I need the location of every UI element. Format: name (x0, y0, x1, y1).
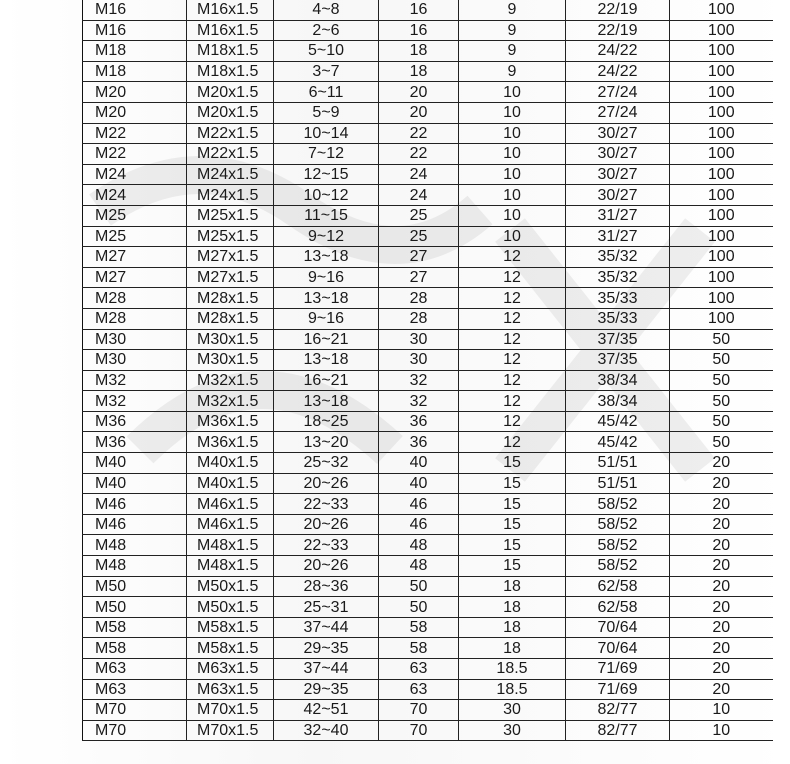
qty-cell: 100 (670, 205, 773, 226)
hex-cell: 22/19 (566, 0, 670, 20)
length-cell: 12 (459, 308, 566, 329)
hex-cell: 31/27 (566, 205, 670, 226)
size-cell: 22 (379, 144, 459, 165)
hex-cell: 58/52 (566, 514, 670, 535)
thread-cell: M58x1.5 (187, 617, 274, 638)
model-cell: M18 (83, 61, 187, 82)
qty-cell: 50 (670, 370, 773, 391)
thread-cell: M22x1.5 (187, 123, 274, 144)
size-cell: 70 (379, 700, 459, 721)
length-cell: 18.5 (459, 679, 566, 700)
qty-cell: 20 (670, 453, 773, 474)
thread-cell: M50x1.5 (187, 597, 274, 618)
length-cell: 9 (459, 0, 566, 20)
length-cell: 12 (459, 288, 566, 309)
table-row (83, 411, 773, 432)
range-cell: 37~44 (274, 617, 379, 638)
size-cell: 46 (379, 514, 459, 535)
table-row (83, 679, 773, 700)
hex-cell: 38/34 (566, 391, 670, 412)
range-cell: 12~15 (274, 164, 379, 185)
hex-cell: 31/27 (566, 226, 670, 247)
range-cell: 9~12 (274, 226, 379, 247)
range-cell: 9~16 (274, 308, 379, 329)
table-row (83, 535, 773, 556)
length-cell: 12 (459, 329, 566, 350)
hex-cell: 62/58 (566, 597, 670, 618)
size-cell: 32 (379, 391, 459, 412)
length-cell: 10 (459, 82, 566, 103)
table-row (83, 473, 773, 494)
length-cell: 15 (459, 535, 566, 556)
range-cell: 13~18 (274, 350, 379, 371)
model-cell: M58 (83, 617, 187, 638)
qty-cell: 50 (670, 329, 773, 350)
hex-cell: 30/27 (566, 144, 670, 165)
size-cell: 16 (379, 0, 459, 20)
qty-cell: 100 (670, 185, 773, 206)
range-cell: 25~32 (274, 453, 379, 474)
hex-cell: 30/27 (566, 123, 670, 144)
qty-cell: 100 (670, 41, 773, 62)
size-cell: 18 (379, 41, 459, 62)
model-cell: M63 (83, 679, 187, 700)
thread-cell: M36x1.5 (187, 432, 274, 453)
length-cell: 12 (459, 267, 566, 288)
length-cell: 18 (459, 638, 566, 659)
length-cell: 10 (459, 102, 566, 123)
size-cell: 63 (379, 659, 459, 680)
model-cell: M25 (83, 226, 187, 247)
length-cell: 12 (459, 391, 566, 412)
hex-cell: 82/77 (566, 720, 670, 741)
table-row (83, 144, 773, 165)
model-cell: M30 (83, 350, 187, 371)
thread-cell: M16x1.5 (187, 0, 274, 20)
hex-cell: 30/27 (566, 185, 670, 206)
thread-cell: M63x1.5 (187, 659, 274, 680)
table-body (83, 0, 773, 741)
model-cell: M58 (83, 638, 187, 659)
model-cell: M32 (83, 391, 187, 412)
hex-cell: 37/35 (566, 329, 670, 350)
hex-cell: 51/51 (566, 453, 670, 474)
model-cell: M28 (83, 308, 187, 329)
length-cell: 18.5 (459, 659, 566, 680)
qty-cell: 20 (670, 535, 773, 556)
hex-cell: 35/32 (566, 247, 670, 268)
hex-cell: 70/64 (566, 638, 670, 659)
table-row (83, 391, 773, 412)
table-row (83, 350, 773, 371)
size-cell: 50 (379, 576, 459, 597)
qty-cell: 100 (670, 102, 773, 123)
range-cell: 10~14 (274, 123, 379, 144)
size-cell: 48 (379, 556, 459, 577)
model-cell: M18 (83, 41, 187, 62)
size-cell: 40 (379, 473, 459, 494)
size-cell: 27 (379, 247, 459, 268)
size-cell: 24 (379, 164, 459, 185)
qty-cell: 20 (670, 617, 773, 638)
length-cell: 10 (459, 144, 566, 165)
thread-cell: M50x1.5 (187, 576, 274, 597)
qty-cell: 20 (670, 638, 773, 659)
hex-cell: 35/32 (566, 267, 670, 288)
thread-cell: M25x1.5 (187, 226, 274, 247)
model-cell: M25 (83, 205, 187, 226)
hex-cell: 27/24 (566, 102, 670, 123)
table-row (83, 185, 773, 206)
size-cell: 20 (379, 102, 459, 123)
spec-table (82, 0, 773, 741)
qty-cell: 50 (670, 391, 773, 412)
table-row (83, 61, 773, 82)
thread-cell: M22x1.5 (187, 144, 274, 165)
model-cell: M46 (83, 514, 187, 535)
model-cell: M36 (83, 432, 187, 453)
size-cell: 58 (379, 617, 459, 638)
length-cell: 10 (459, 226, 566, 247)
hex-cell: 35/33 (566, 288, 670, 309)
thread-cell: M18x1.5 (187, 41, 274, 62)
range-cell: 10~12 (274, 185, 379, 206)
thread-cell: M46x1.5 (187, 494, 274, 515)
hex-cell: 24/22 (566, 61, 670, 82)
range-cell: 13~18 (274, 247, 379, 268)
size-cell: 28 (379, 288, 459, 309)
thread-cell: M32x1.5 (187, 391, 274, 412)
size-cell: 16 (379, 20, 459, 41)
table-row (83, 102, 773, 123)
size-cell: 32 (379, 370, 459, 391)
table-row (83, 82, 773, 103)
thread-cell: M24x1.5 (187, 164, 274, 185)
hex-cell: 45/42 (566, 411, 670, 432)
thread-cell: M20x1.5 (187, 82, 274, 103)
table-row (83, 308, 773, 329)
qty-cell: 100 (670, 61, 773, 82)
thread-cell: M27x1.5 (187, 247, 274, 268)
hex-cell: 71/69 (566, 679, 670, 700)
thread-cell: M36x1.5 (187, 411, 274, 432)
hex-cell: 27/24 (566, 82, 670, 103)
table-row (83, 659, 773, 680)
model-cell: M46 (83, 494, 187, 515)
size-cell: 18 (379, 61, 459, 82)
model-cell: M50 (83, 576, 187, 597)
range-cell: 13~18 (274, 391, 379, 412)
hex-cell: 45/42 (566, 432, 670, 453)
length-cell: 9 (459, 41, 566, 62)
model-cell: M40 (83, 453, 187, 474)
qty-cell: 100 (670, 123, 773, 144)
table-row (83, 638, 773, 659)
table-row (83, 556, 773, 577)
model-cell: M40 (83, 473, 187, 494)
model-cell: M16 (83, 20, 187, 41)
thread-cell: M30x1.5 (187, 329, 274, 350)
range-cell: 3~7 (274, 61, 379, 82)
thread-cell: M25x1.5 (187, 205, 274, 226)
hex-cell: 35/33 (566, 308, 670, 329)
qty-cell: 50 (670, 432, 773, 453)
qty-cell: 20 (670, 514, 773, 535)
qty-cell: 100 (670, 267, 773, 288)
range-cell: 22~33 (274, 494, 379, 515)
range-cell: 5~10 (274, 41, 379, 62)
thread-cell: M28x1.5 (187, 308, 274, 329)
thread-cell: M28x1.5 (187, 288, 274, 309)
table-row (83, 700, 773, 721)
size-cell: 30 (379, 329, 459, 350)
length-cell: 18 (459, 597, 566, 618)
thread-cell: M63x1.5 (187, 679, 274, 700)
range-cell: 29~35 (274, 679, 379, 700)
size-cell: 27 (379, 267, 459, 288)
size-cell: 63 (379, 679, 459, 700)
thread-cell: M20x1.5 (187, 102, 274, 123)
length-cell: 9 (459, 61, 566, 82)
table-row (83, 720, 773, 741)
thread-cell: M40x1.5 (187, 473, 274, 494)
length-cell: 18 (459, 617, 566, 638)
model-cell: M16 (83, 0, 187, 20)
range-cell: 7~12 (274, 144, 379, 165)
hex-cell: 58/52 (566, 494, 670, 515)
thread-cell: M16x1.5 (187, 20, 274, 41)
hex-cell: 70/64 (566, 617, 670, 638)
hex-cell: 24/22 (566, 41, 670, 62)
qty-cell: 20 (670, 679, 773, 700)
range-cell: 20~26 (274, 514, 379, 535)
length-cell: 30 (459, 720, 566, 741)
qty-cell: 100 (670, 288, 773, 309)
model-cell: M32 (83, 370, 187, 391)
size-cell: 25 (379, 205, 459, 226)
model-cell: M20 (83, 82, 187, 103)
qty-cell: 100 (670, 144, 773, 165)
size-cell: 50 (379, 597, 459, 618)
table-row (83, 123, 773, 144)
size-cell: 36 (379, 411, 459, 432)
length-cell: 10 (459, 185, 566, 206)
thread-cell: M48x1.5 (187, 535, 274, 556)
length-cell: 15 (459, 556, 566, 577)
length-cell: 12 (459, 370, 566, 391)
table-row (83, 576, 773, 597)
qty-cell: 100 (670, 20, 773, 41)
length-cell: 15 (459, 473, 566, 494)
range-cell: 16~21 (274, 370, 379, 391)
size-cell: 70 (379, 720, 459, 741)
table-row (83, 164, 773, 185)
model-cell: M22 (83, 144, 187, 165)
model-cell: M48 (83, 535, 187, 556)
table-row (83, 597, 773, 618)
model-cell: M22 (83, 123, 187, 144)
model-cell: M63 (83, 659, 187, 680)
table-row (83, 20, 773, 41)
model-cell: M36 (83, 411, 187, 432)
range-cell: 16~21 (274, 329, 379, 350)
length-cell: 18 (459, 576, 566, 597)
range-cell: 20~26 (274, 473, 379, 494)
table-row (83, 226, 773, 247)
size-cell: 40 (379, 453, 459, 474)
qty-cell: 100 (670, 0, 773, 20)
table-row (83, 494, 773, 515)
model-cell: M27 (83, 247, 187, 268)
hex-cell: 58/52 (566, 535, 670, 556)
model-cell: M28 (83, 288, 187, 309)
range-cell: 25~31 (274, 597, 379, 618)
length-cell: 9 (459, 20, 566, 41)
range-cell: 22~33 (274, 535, 379, 556)
table-row (83, 370, 773, 391)
thread-cell: M48x1.5 (187, 556, 274, 577)
model-cell: M24 (83, 164, 187, 185)
model-cell: M20 (83, 102, 187, 123)
qty-cell: 20 (670, 659, 773, 680)
qty-cell: 50 (670, 411, 773, 432)
table-row (83, 514, 773, 535)
table-row (83, 432, 773, 453)
table-row (83, 267, 773, 288)
hex-cell: 51/51 (566, 473, 670, 494)
hex-cell: 71/69 (566, 659, 670, 680)
thread-cell: M70x1.5 (187, 700, 274, 721)
range-cell: 18~25 (274, 411, 379, 432)
table-row (83, 453, 773, 474)
length-cell: 12 (459, 432, 566, 453)
model-cell: M48 (83, 556, 187, 577)
qty-cell: 10 (670, 720, 773, 741)
length-cell: 15 (459, 453, 566, 474)
qty-cell: 20 (670, 494, 773, 515)
qty-cell: 100 (670, 82, 773, 103)
length-cell: 15 (459, 494, 566, 515)
hex-cell: 38/34 (566, 370, 670, 391)
length-cell: 10 (459, 164, 566, 185)
size-cell: 22 (379, 123, 459, 144)
qty-cell: 100 (670, 226, 773, 247)
size-cell: 46 (379, 494, 459, 515)
range-cell: 29~35 (274, 638, 379, 659)
hex-cell: 82/77 (566, 700, 670, 721)
range-cell: 37~44 (274, 659, 379, 680)
table-row (83, 0, 773, 20)
thread-cell: M70x1.5 (187, 720, 274, 741)
model-cell: M50 (83, 597, 187, 618)
thread-cell: M18x1.5 (187, 61, 274, 82)
range-cell: 13~20 (274, 432, 379, 453)
range-cell: 4~8 (274, 0, 379, 20)
table-row (83, 617, 773, 638)
length-cell: 12 (459, 247, 566, 268)
range-cell: 32~40 (274, 720, 379, 741)
range-cell: 42~51 (274, 700, 379, 721)
thread-cell: M24x1.5 (187, 185, 274, 206)
table-row (83, 205, 773, 226)
hex-cell: 62/58 (566, 576, 670, 597)
range-cell: 11~15 (274, 205, 379, 226)
length-cell: 12 (459, 411, 566, 432)
range-cell: 13~18 (274, 288, 379, 309)
range-cell: 9~16 (274, 267, 379, 288)
size-cell: 25 (379, 226, 459, 247)
size-cell: 24 (379, 185, 459, 206)
table-row (83, 247, 773, 268)
qty-cell: 100 (670, 247, 773, 268)
hex-cell: 37/35 (566, 350, 670, 371)
size-cell: 48 (379, 535, 459, 556)
qty-cell: 20 (670, 473, 773, 494)
qty-cell: 100 (670, 164, 773, 185)
range-cell: 6~11 (274, 82, 379, 103)
length-cell: 10 (459, 123, 566, 144)
length-cell: 30 (459, 700, 566, 721)
thread-cell: M32x1.5 (187, 370, 274, 391)
qty-cell: 50 (670, 350, 773, 371)
table-row (83, 329, 773, 350)
length-cell: 15 (459, 514, 566, 535)
size-cell: 28 (379, 308, 459, 329)
thread-cell: M40x1.5 (187, 453, 274, 474)
range-cell: 2~6 (274, 20, 379, 41)
thread-cell: M27x1.5 (187, 267, 274, 288)
qty-cell: 10 (670, 700, 773, 721)
hex-cell: 22/19 (566, 20, 670, 41)
model-cell: M24 (83, 185, 187, 206)
model-cell: M70 (83, 700, 187, 721)
thread-cell: M46x1.5 (187, 514, 274, 535)
range-cell: 5~9 (274, 102, 379, 123)
hex-cell: 58/52 (566, 556, 670, 577)
qty-cell: 20 (670, 556, 773, 577)
length-cell: 12 (459, 350, 566, 371)
size-cell: 36 (379, 432, 459, 453)
size-cell: 20 (379, 82, 459, 103)
model-cell: M30 (83, 329, 187, 350)
table-row (83, 288, 773, 309)
qty-cell: 100 (670, 308, 773, 329)
thread-cell: M58x1.5 (187, 638, 274, 659)
thread-cell: M30x1.5 (187, 350, 274, 371)
model-cell: M27 (83, 267, 187, 288)
range-cell: 28~36 (274, 576, 379, 597)
length-cell: 10 (459, 205, 566, 226)
qty-cell: 20 (670, 597, 773, 618)
size-cell: 58 (379, 638, 459, 659)
table-row (83, 41, 773, 62)
qty-cell: 20 (670, 576, 773, 597)
range-cell: 20~26 (274, 556, 379, 577)
hex-cell: 30/27 (566, 164, 670, 185)
size-cell: 30 (379, 350, 459, 371)
model-cell: M70 (83, 720, 187, 741)
